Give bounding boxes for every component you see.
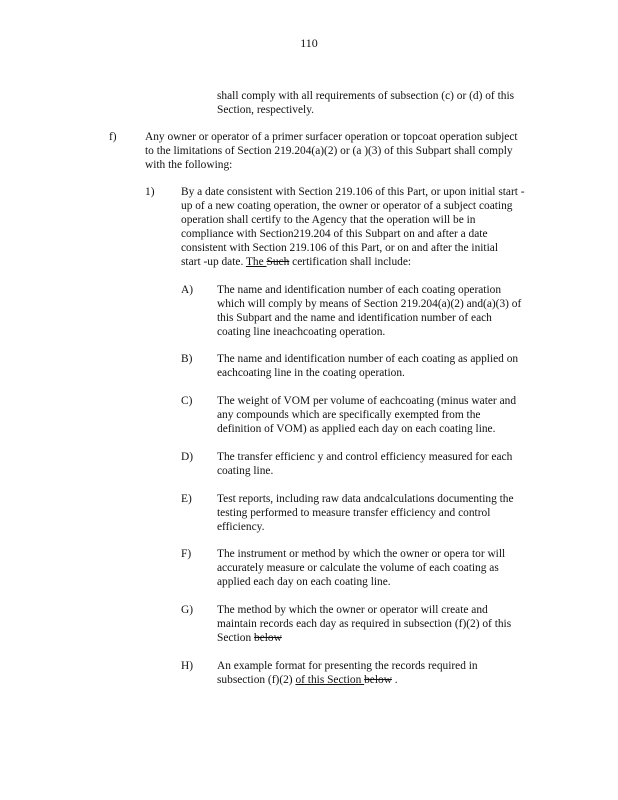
paragraph-f-upper	[217, 547, 542, 589]
list-marker-d: D)	[181, 451, 194, 463]
plain-text: certification shall include:	[289, 256, 412, 268]
paragraph-g	[217, 603, 542, 645]
text-line: Any owner or operator of a primer surfacer operation or topcoat operation subject	[145, 131, 518, 143]
text-line: The name and identification number of each coating as applied on	[217, 353, 519, 365]
list-marker-a: A)	[181, 284, 194, 296]
text-line-with-edits	[217, 631, 542, 645]
text-line: An example format for presenting the records required in	[217, 660, 478, 672]
text-line: testing performed to measure transfer efficiency and control	[217, 507, 491, 519]
text-line: The instrument or method by which the owner or opera tor will	[217, 548, 506, 560]
text-line: By a date consistent with Section 219.106 of this Part, or upon initial start -	[181, 186, 525, 198]
text-line: maintain records each day as required in subsection (f)(2) of this	[217, 618, 512, 630]
inserted-text: of this Section	[295, 674, 365, 686]
list-marker-b: B)	[181, 353, 193, 365]
text-line: to the limitations of Section 219.204(a)(2) or (a )(3) of this Subpart shall comply	[145, 145, 513, 157]
plain-text: subsection (f)(2)	[217, 674, 296, 686]
text-line: definition of VOM) as applied each day on each coating line.	[217, 423, 496, 435]
text-line: this Subpart and the name and identification number of each	[217, 312, 492, 324]
text-line: applied each day on each coating line.	[217, 576, 391, 588]
text-line-with-edits	[217, 673, 542, 687]
text-line: with the following:	[145, 159, 233, 171]
text-line: The transfer efficienc y and control efficiency measured for each	[217, 451, 513, 463]
paragraph-a	[217, 283, 542, 339]
paragraph-h	[217, 659, 542, 687]
text-line: eachcoating line in the coating operation.	[217, 367, 405, 379]
text-line: up of a new coating operation, the owner or operator of a subject coating	[181, 200, 513, 212]
text-line: consistent with Section 219.106 of this Part, or on and after the initial	[181, 242, 498, 254]
text-line: Test reports, including raw data andcalculations documenting the	[217, 493, 514, 505]
text-line: coating line.	[217, 465, 274, 477]
text-line: efficiency.	[217, 521, 265, 533]
plain-text: start -up date.	[181, 256, 246, 268]
list-marker-g: G)	[181, 604, 194, 616]
list-marker-f: f)	[109, 131, 117, 143]
text-line-with-edits	[181, 255, 541, 269]
text-line: any compounds which are specifically exempted from the	[217, 409, 481, 421]
paragraph-f	[145, 130, 545, 172]
text-line: Section, respectively.	[217, 104, 314, 116]
paragraph-b	[217, 352, 542, 380]
text-line: accurately measure or calculate the volume of each coating as	[217, 562, 499, 574]
page-number: 110	[300, 36, 318, 50]
text-line: shall comply with all requirements of subsection (c) or (d) of this	[217, 90, 515, 102]
text-line: which will comply by means of Section 219.204(a)(2) and(a)(3) of	[217, 298, 522, 310]
plain-text: Section	[217, 632, 255, 644]
list-marker-e: E)	[181, 493, 192, 505]
continuation-paragraph	[217, 89, 537, 117]
list-marker-1: 1)	[145, 186, 155, 198]
inserted-text: The	[245, 256, 267, 268]
text-line: The method by which the owner or operator will create and	[217, 604, 488, 616]
deleted-text: Such	[266, 256, 290, 268]
deleted-text: below	[254, 632, 282, 644]
list-marker-h: H)	[181, 660, 194, 672]
text-line: coating line ineachcoating operation.	[217, 326, 386, 338]
paragraph-e	[217, 492, 542, 534]
paragraph-c	[217, 394, 542, 436]
deleted-text: below	[364, 674, 392, 686]
text-line: compliance with Section219.204 of this Subpart on and after a date	[181, 228, 488, 240]
paragraph-d	[217, 450, 542, 478]
list-marker-f-upper: F)	[181, 548, 192, 560]
text-line: operation shall certify to the Agency that the operation will be in	[181, 214, 476, 226]
list-marker-c: C)	[181, 395, 193, 407]
paragraph-1	[181, 185, 541, 269]
text-line: The weight of VOM per volume of eachcoating (minus water and	[217, 395, 517, 407]
text-line: The name and identification number of each coating operation	[217, 284, 502, 296]
plain-text: .	[391, 674, 398, 686]
